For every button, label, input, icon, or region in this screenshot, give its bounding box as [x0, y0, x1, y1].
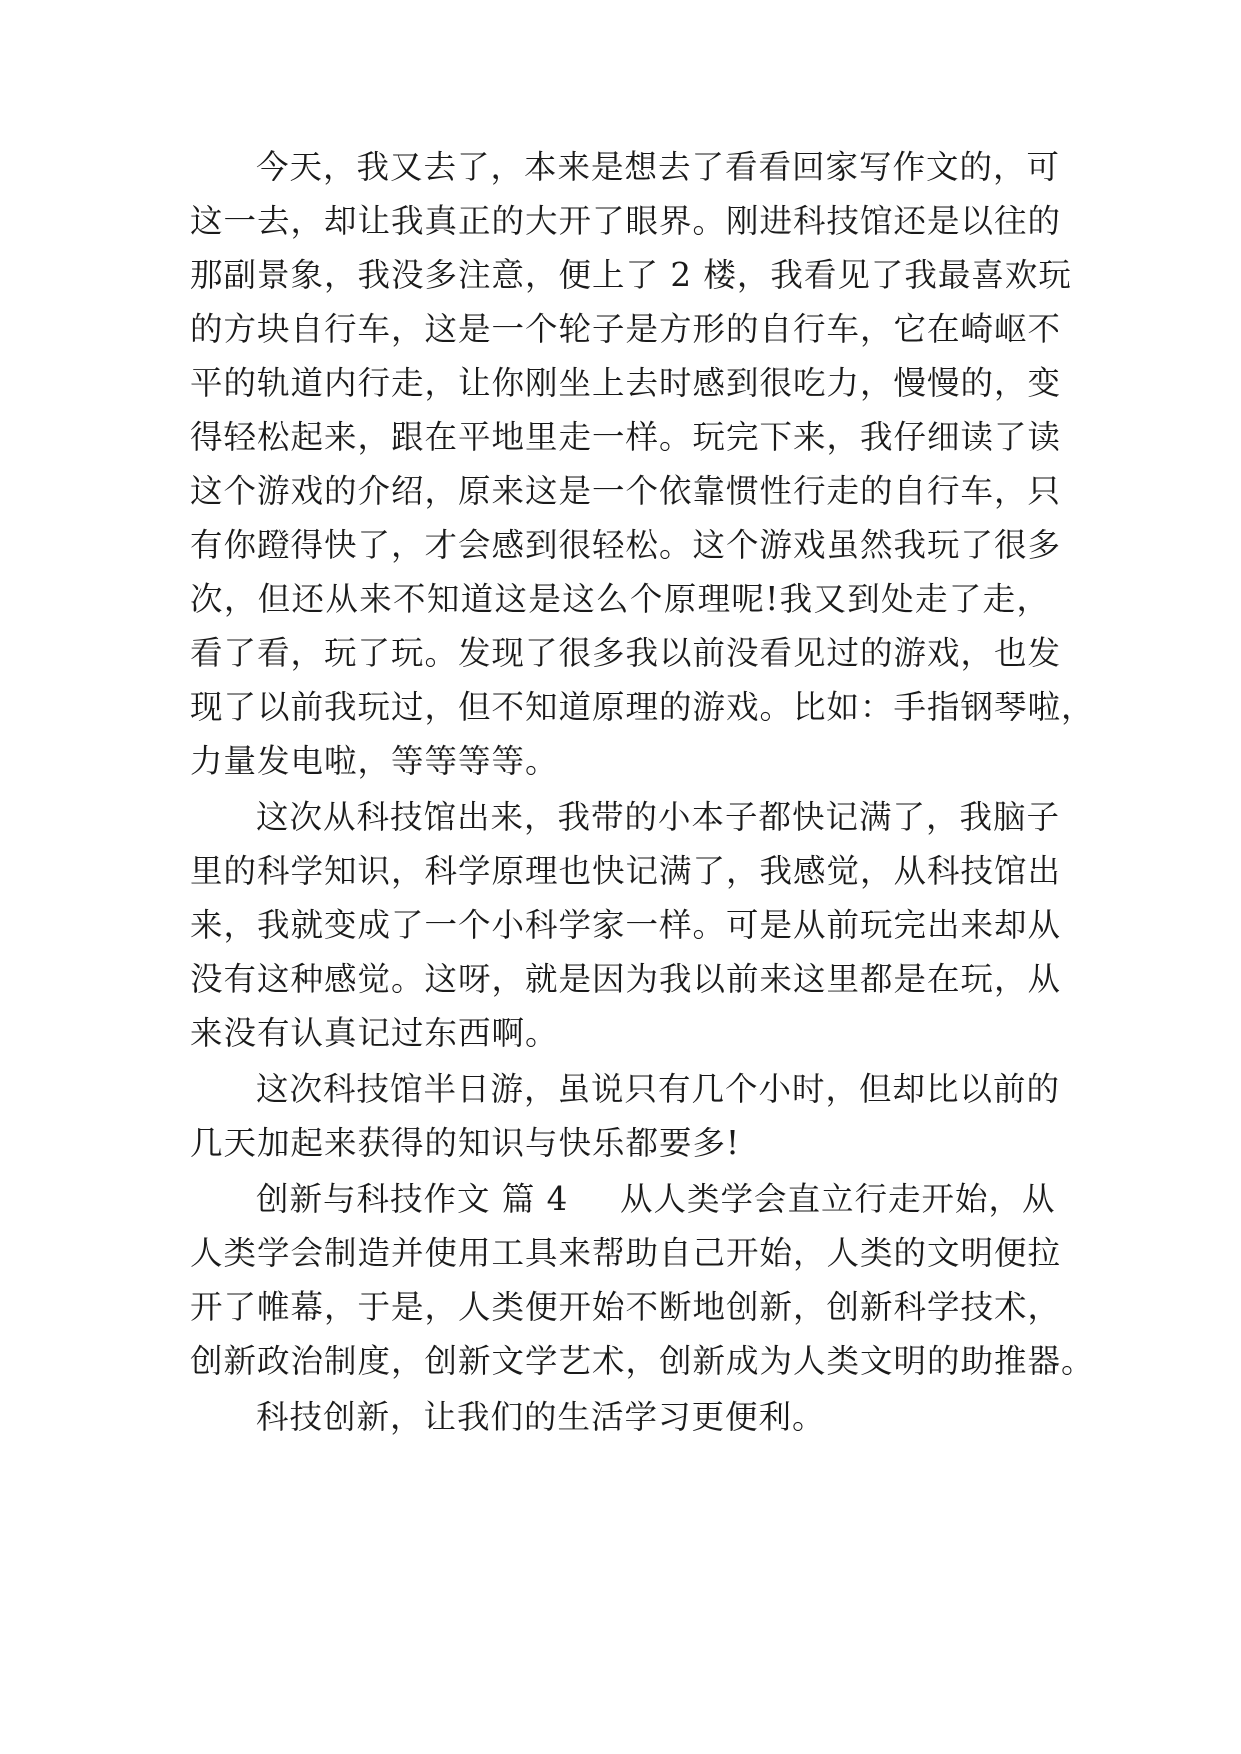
text-line: 来没有认真记过东西啊。: [190, 1014, 559, 1052]
text-line: 人类学会制造并使用工具来帮助自己开始，人类的文明便拉: [190, 1234, 1062, 1272]
text-line: 有你蹬得快了，才会感到很轻松。这个游戏虽然我玩了很多: [190, 526, 1062, 564]
text-line: 几天加起来获得的知识与快乐都要多!: [190, 1124, 741, 1162]
text-line: 得轻松起来，跟在平地里走一样。玩完下来，我仔细读了读: [190, 418, 1062, 456]
text-line: 这个游戏的介绍，原来这是一个依靠惯性行走的自行车，只: [190, 472, 1062, 510]
text-line: 看了看，玩了玩。发现了很多我以前没看见过的游戏，也发: [190, 634, 1062, 672]
text-line: 那副景象，我没多注意，便上了 2 楼，我看见了我最喜欢玩: [190, 256, 1072, 294]
text-line: 这一去，却让我真正的大开了眼界。刚进科技馆还是以往的: [190, 202, 1062, 240]
text-line: 从人类学会直立行走开始，从: [620, 1180, 1056, 1218]
text-line: 创新政治制度，创新文学艺术，创新成为人类文明的助推器。: [190, 1342, 1095, 1380]
text-line: 里的科学知识，科学原理也快记满了，我感觉，从科技馆出: [190, 852, 1062, 890]
text-line: 来，我就变成了一个小科学家一样。可是从前玩完出来却从: [190, 906, 1062, 944]
text-line: 今天，我又去了，本来是想去了看看回家写作文的，可: [256, 148, 1061, 186]
text-line: 科技创新，让我们的生活学习更便利。: [256, 1398, 826, 1436]
text-line: 这次科技馆半日游，虽说只有几个小时，但却比以前的: [256, 1070, 1061, 1108]
text-line: 平的轨道内行走，让你刚坐上去时感到很吃力，慢慢的，变: [190, 364, 1062, 402]
text-line: 开了帷幕，于是，人类便开始不断地创新，创新科学技术，: [190, 1288, 1062, 1326]
text-line: 力量发电啦，等等等等。: [190, 742, 559, 780]
text-line: 现了以前我玩过，但不知道原理的游戏。比如：手指钢琴啦，: [190, 688, 1095, 726]
text-line: 的方块自行车，这是一个轮子是方形的自行车，它在崎岖不: [190, 310, 1062, 348]
text-line: 这次从科技馆出来，我带的小本子都快记满了，我脑子: [256, 798, 1061, 836]
text-line: 次，但还从来不知道这是这么个原理呢!我又到处走了走，: [190, 580, 1050, 618]
text-line: 没有这种感觉。这呀，就是因为我以前来这里都是在玩，从: [190, 960, 1062, 998]
section-heading: 创新与科技作文 篇 4: [256, 1180, 569, 1218]
